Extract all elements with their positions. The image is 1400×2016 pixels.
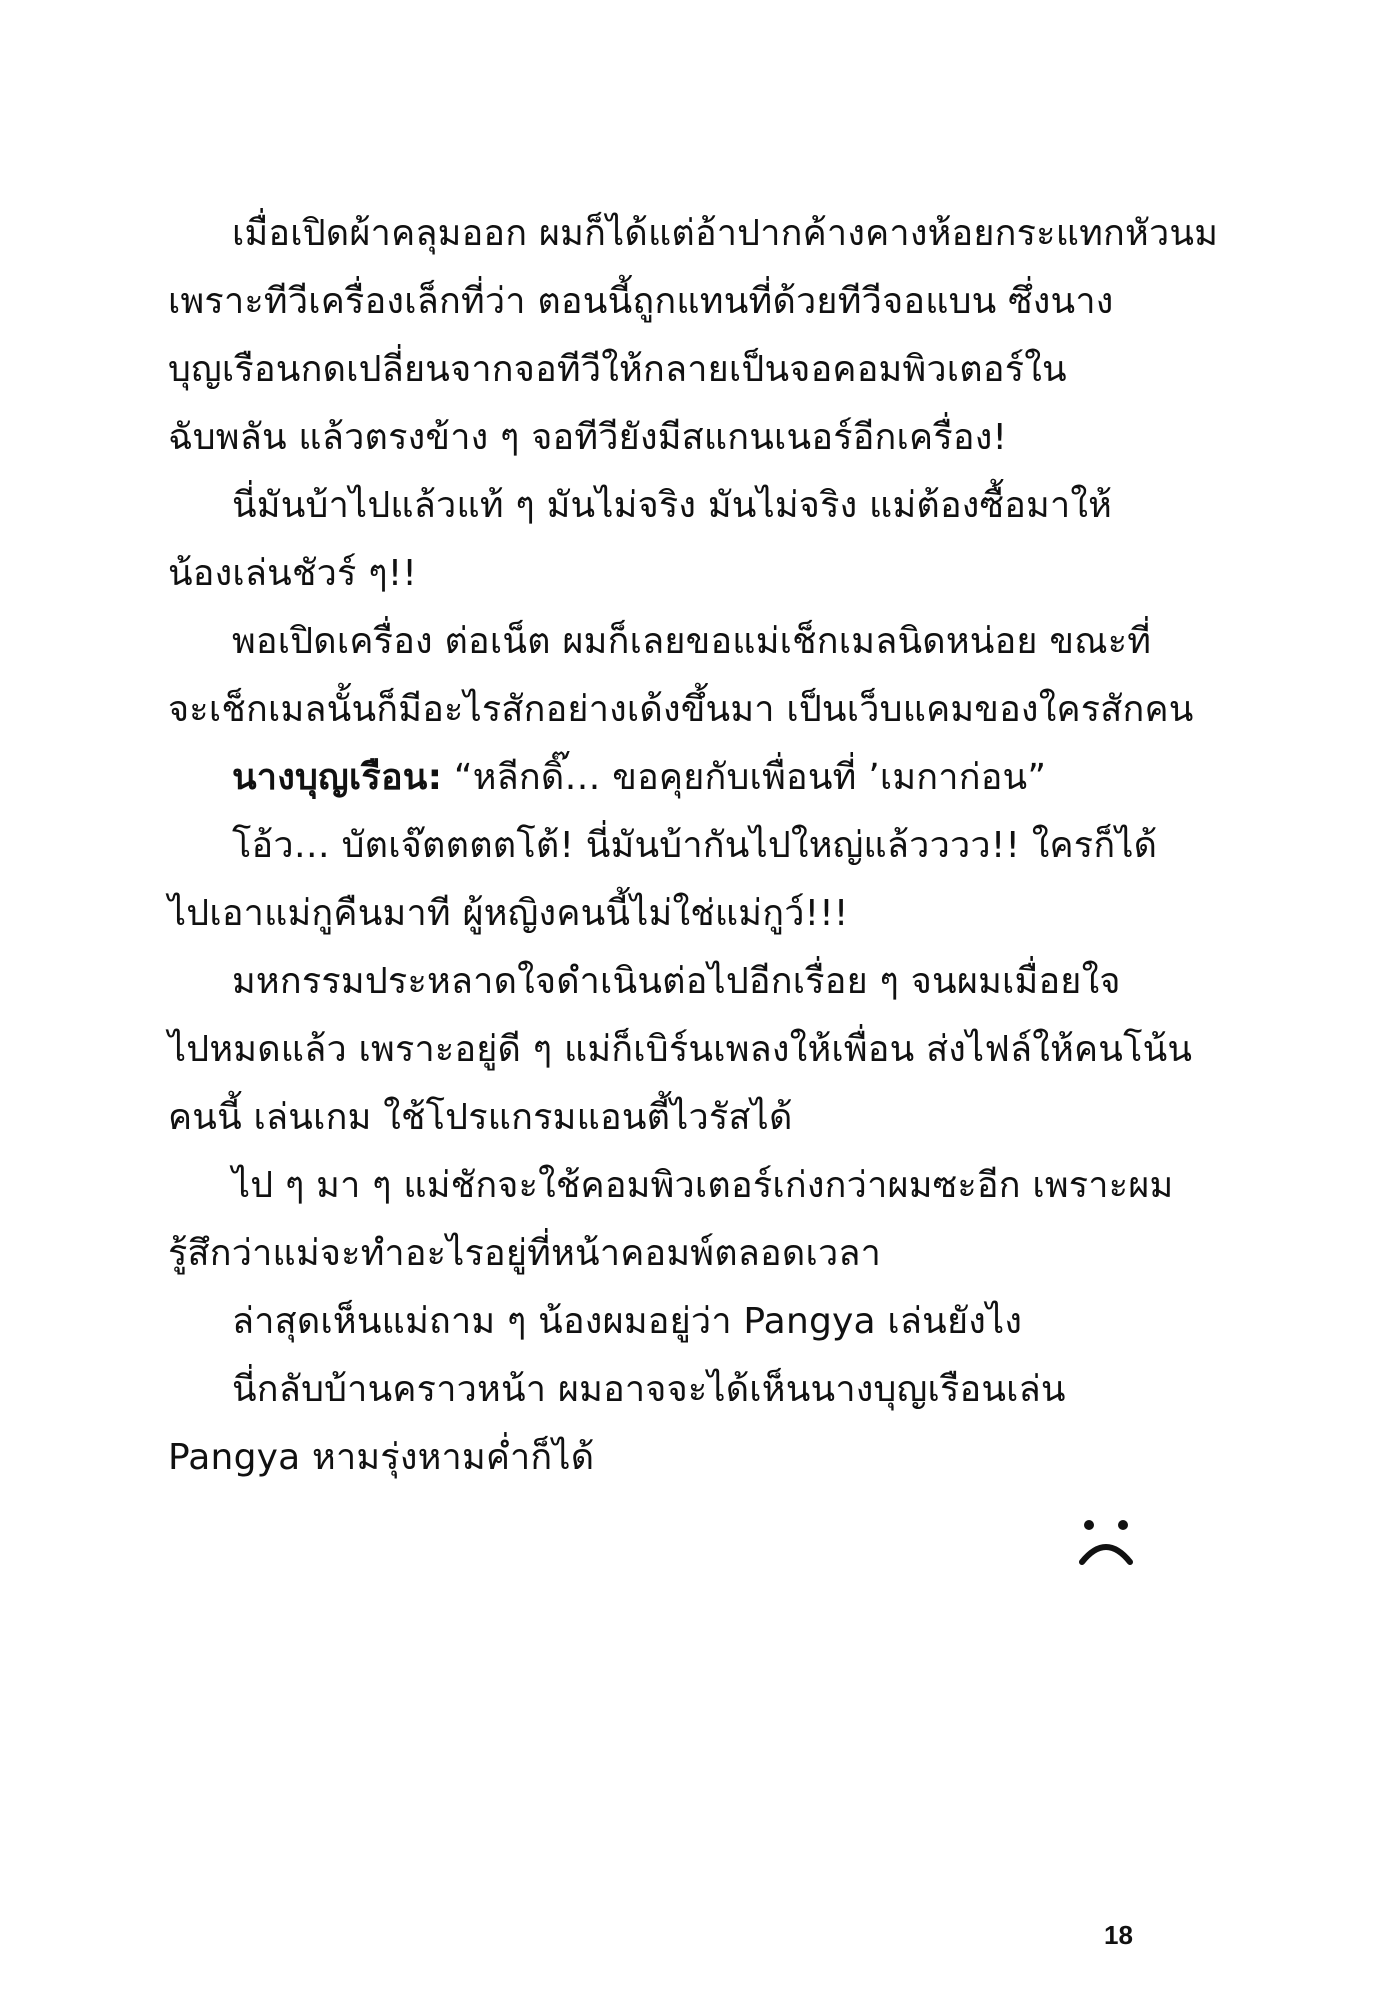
paragraph-1 (168, 200, 1219, 472)
text-line: ไปหมดแล้ว เพราะอยู่ดี ๆ แม่ก็เบิร์นเพลงให้เพื่อน ส่งไฟล์ให้คนโน้น (168, 1029, 1193, 1070)
text-line: ล่าสุดเห็นแม่ถาม ๆ น้องผมอยู่ว่า Pangya เล่นยังไง (232, 1301, 1023, 1342)
text-line: จะเช็กเมลนั้นก็มีอะไรสักอย่างเด้งขึ้นมา เป็นเว็บแคมของใครสักคน (168, 689, 1194, 730)
dialogue-text (168, 744, 1138, 812)
text-line: นี่มันบ้าไปแล้วแท้ ๆ มันไม่จริง มันไม่จริง แม่ต้องซื้อมาให้ (232, 485, 1113, 526)
body-text (168, 200, 1219, 1492)
text-line: นี่กลับบ้านคราวหน้า ผมอาจจะได้เห็นนางบุญเรือนเล่น (232, 1369, 1066, 1410)
speaker-name: นางบุญเรือน: (232, 757, 443, 798)
page-number: 18 (1104, 1920, 1133, 1950)
text-line: เมื่อเปิดผ้าคลุมออก ผมก็ได้แต่อ้าปากค้างคางห้อยกระแทกหัวนม (232, 213, 1219, 254)
sad-face-icon (1078, 1518, 1134, 1566)
paragraph-6 (168, 1152, 1174, 1288)
dialogue-line (168, 744, 1138, 812)
dialogue-quote: “หลีกดิ๊… ขอคุยกับเพื่อนที่ ’เมกาก่อน” (442, 757, 1047, 798)
paragraph-8 (168, 1356, 1138, 1492)
text-line: คนนี้ เล่นเกม ใช้โปรแกรมแอนตี้ไวรัสได้ (168, 1097, 793, 1138)
text-line: เพราะทีวีเครื่องเล็กที่ว่า ตอนนี้ถูกแทนที่ด้วยทีวีจอแบน ซึ่งนาง (168, 281, 1114, 322)
text-line: โอ้ว… บัตเจ๊ตตตตโต้! นี่มันบ้ากันไปใหญ่แล้วววว!! ใครก็ได้ (232, 825, 1158, 866)
text-line: พอเปิดเครื่อง ต่อเน็ต ผมก็เลยขอแม่เช็กเมลนิดหน่อย ขณะที่ (232, 621, 1152, 662)
text-line: รู้สึกว่าแม่จะทำอะไรอยู่ที่หน้าคอมพ์ตลอดเวลา (168, 1233, 882, 1274)
text-line: Pangya หามรุ่งหามค่ำก็ได้ (168, 1437, 595, 1478)
text-line: น้องเล่นชัวร์ ๆ!! (168, 553, 418, 594)
paragraph-7 (168, 1288, 1138, 1356)
text-line: ฉับพลัน แล้วตรงข้าง ๆ จอทีวียังมีสแกนเนอร์อีกเครื่อง! (168, 417, 1008, 458)
text-line: มหกรรมประหลาดใจดำเนินต่อไปอีกเรื่อย ๆ จนผมเมื่อยใจ (232, 961, 1121, 1002)
paragraph-5 (168, 948, 1193, 1152)
text-line: บุญเรือนกดเปลี่ยนจากจอทีวีให้กลายเป็นจอคอมพิวเตอร์ใน (168, 349, 1067, 390)
text-line: ไปเอาแม่กูคืนมาที ผู้หญิงคนนี้ไม่ใช่แม่กูว์!!! (168, 893, 849, 934)
paragraph-4 (168, 812, 1158, 948)
paragraph-3 (168, 608, 1194, 744)
paragraph-2 (168, 472, 1138, 608)
text-line: ไป ๆ มา ๆ แม่ชักจะใช้คอมพิวเตอร์เก่งกว่าผมซะอีก เพราะผม (232, 1165, 1174, 1206)
